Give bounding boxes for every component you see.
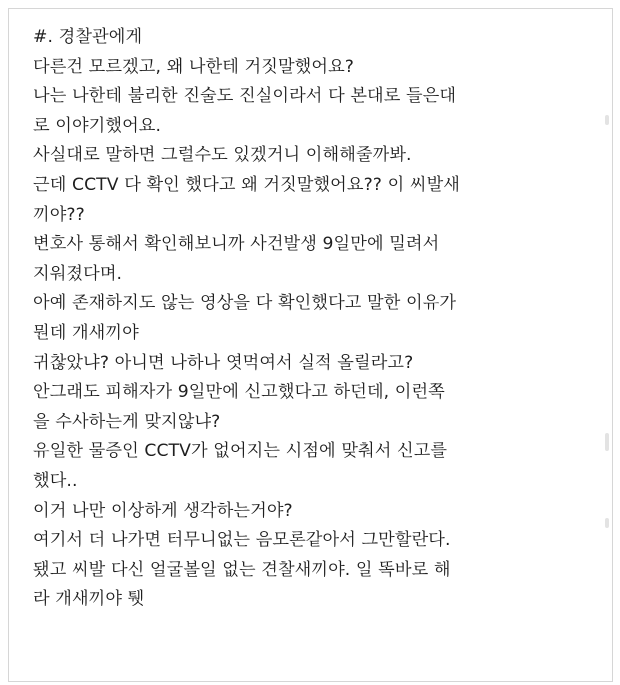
post-line: 아예 존재하지도 않는 영상을 다 확인했다고 말한 이유가 bbox=[33, 293, 457, 314]
post-body bbox=[33, 23, 613, 615]
post-line: 나는 나한테 불리한 진술도 진실이라서 다 본대로 들은대 bbox=[33, 86, 457, 107]
post-line: 지워졌다며. bbox=[33, 263, 123, 284]
post-line: 근데 CCTV 다 확인 했다고 왜 거짓말했어요?? 이 씨발새 bbox=[33, 174, 460, 195]
post-line: 끼야?? bbox=[33, 204, 85, 225]
post-line: 했다.. bbox=[33, 470, 78, 491]
post-line: 됐고 씨발 다신 얼굴볼일 없는 견찰새끼야. 일 똑바로 해 bbox=[33, 559, 451, 580]
post-line: 귀찮았냐? 아니면 나하나 엿먹여서 실적 올릴라고? bbox=[33, 352, 414, 373]
post-line: 을 수사하는게 맞지않냐? bbox=[33, 411, 221, 432]
post-line: 로 이야기했어요. bbox=[33, 115, 162, 136]
post-line: 뭔데 개새끼야 bbox=[33, 322, 139, 343]
post-line: 사실대로 말하면 그럴수도 있겠거니 이해해줄까봐. bbox=[33, 145, 412, 166]
post-line: 변호사 통해서 확인해보니까 사건발생 9일만에 밀려서 bbox=[33, 234, 440, 255]
post-line: 여기서 더 나가면 터무니없는 음모론같아서 그만할란다. bbox=[33, 530, 451, 551]
scroll-indicator bbox=[605, 433, 609, 451]
post-line: 라 개새끼야 퉷 bbox=[33, 589, 145, 610]
post-container bbox=[8, 8, 613, 682]
post-line: 이거 나만 이상하게 생각하는거야? bbox=[33, 500, 293, 521]
scroll-indicator bbox=[605, 115, 609, 125]
post-line: 안그래도 피해자가 9일만에 신고했다고 하던데, 이런쪽 bbox=[33, 382, 445, 403]
post-line: 다른건 모르겠고, 왜 나한테 거짓말했어요? bbox=[33, 56, 354, 77]
scroll-indicator bbox=[605, 518, 609, 528]
post-line-heading: #. 경찰관에게 bbox=[33, 27, 143, 47]
post-line: 유일한 물증인 CCTV가 없어지는 시점에 맞춰서 신고를 bbox=[33, 441, 448, 462]
